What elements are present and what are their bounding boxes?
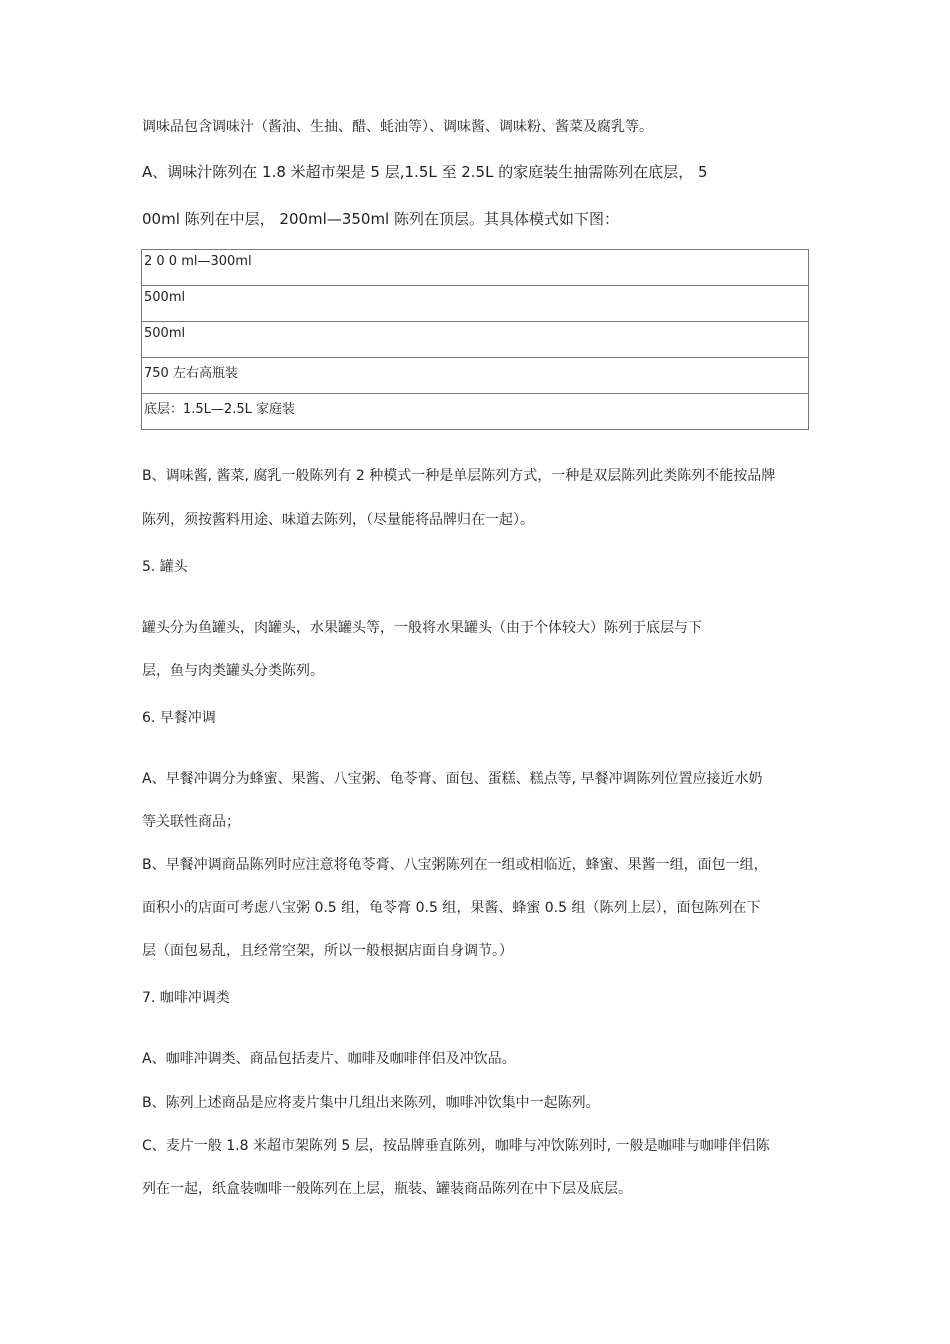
- section-7-c-line-2: 列在一起，纸盒装咖啡一般陈列在上层，瓶装、罐装商品陈列在中下层及底层。: [142, 1181, 632, 1197]
- shelf-cell: 底层：1.5L—2.5L 家庭装: [142, 394, 809, 430]
- section-7-a: A、咖啡冲调类、商品包括麦片、咖啡及咖啡伴侣及冲饮品。: [142, 1051, 516, 1067]
- paragraph-b-line-1: B、调味酱, 酱菜, 腐乳一般陈列有 2 种模式一种是单层陈列方式，一种是双层陈列此类陈列不能按品牌: [142, 468, 776, 484]
- section-6-b-line-1: B、早餐冲调商品陈列时应注意将龟苓膏、八宝粥陈列在一组或相临近，蜂蜜、果酱一组，面包一组，: [142, 857, 768, 873]
- shelf-cell: 2 0 0 ml—300ml: [142, 250, 809, 286]
- section-6-a-line-1: A、早餐冲调分为蜂蜜、果酱、八宝粥、龟苓膏、面包、蛋糕、糕点等, 早餐冲调陈列位置应接近水奶: [142, 771, 763, 787]
- shelf-cell: 750 左右高瓶装: [142, 358, 809, 394]
- shelf-row: [142, 358, 809, 394]
- section-6-a-line-2: 等关联性商品；: [142, 814, 240, 830]
- shelf-row: [142, 286, 809, 322]
- paragraph-b-line-2: 陈列，须按酱料用途、味道去陈列，（尽量能将品牌归在一起）。: [142, 512, 534, 528]
- shelf-cell: 500ml: [142, 322, 809, 358]
- section-6-b-line-3: 层（面包易乱，且经常空架，所以一般根据店面自身调节。）: [142, 943, 513, 959]
- section-7-b: B、陈列上述商品是应将麦片集中几组出来陈列，咖啡冲饮集中一起陈列。: [142, 1095, 600, 1111]
- shelf-cell: 500ml: [142, 286, 809, 322]
- shelf-row-top: [142, 250, 809, 286]
- section-7-heading: 7. 咖啡冲调类: [142, 990, 230, 1006]
- intro-paragraph: 调味品包含调味汁（酱油、生抽、醋、蚝油等）、调味酱、调味粉、酱菜及腐乳等。: [142, 119, 653, 135]
- shelf-row: [142, 322, 809, 358]
- shelf-row-bottom: [142, 394, 809, 430]
- paragraph-a-line-2: 00ml 陈列在中层， 200ml—350ml 陈列在顶层。其具体模式如下图：: [142, 210, 619, 228]
- shelf-layout-table: [141, 249, 809, 430]
- section-7-c-line-1: C、麦片一般 1.8 米超市架陈列 5 层，按品牌垂直陈列，咖啡与冲饮陈列时, 一般是咖啡与咖啡伴侣陈: [142, 1138, 770, 1154]
- section-5-line-2: 层，鱼与肉类罐头分类陈列。: [142, 663, 324, 679]
- section-5-line-1: 罐头分为鱼罐头，肉罐头，水果罐头等，一般将水果罐头（由于个体较大）陈列于底层与下: [142, 620, 702, 636]
- section-6-heading: 6. 早餐冲调: [142, 710, 216, 726]
- paragraph-a-line-1: A、调味汁陈列在 1.8 米超市架是 5 层,1.5L 至 2.5L 的家庭装生抽需陈列在底层， 5: [142, 163, 708, 181]
- section-6-b-line-2: 面积小的店面可考虑八宝粥 0.5 组，龟苓膏 0.5 组，果酱、蜂蜜 0.5 组（陈列上层），面包陈列在下: [142, 900, 761, 916]
- section-5-heading: 5. 罐头: [142, 559, 188, 575]
